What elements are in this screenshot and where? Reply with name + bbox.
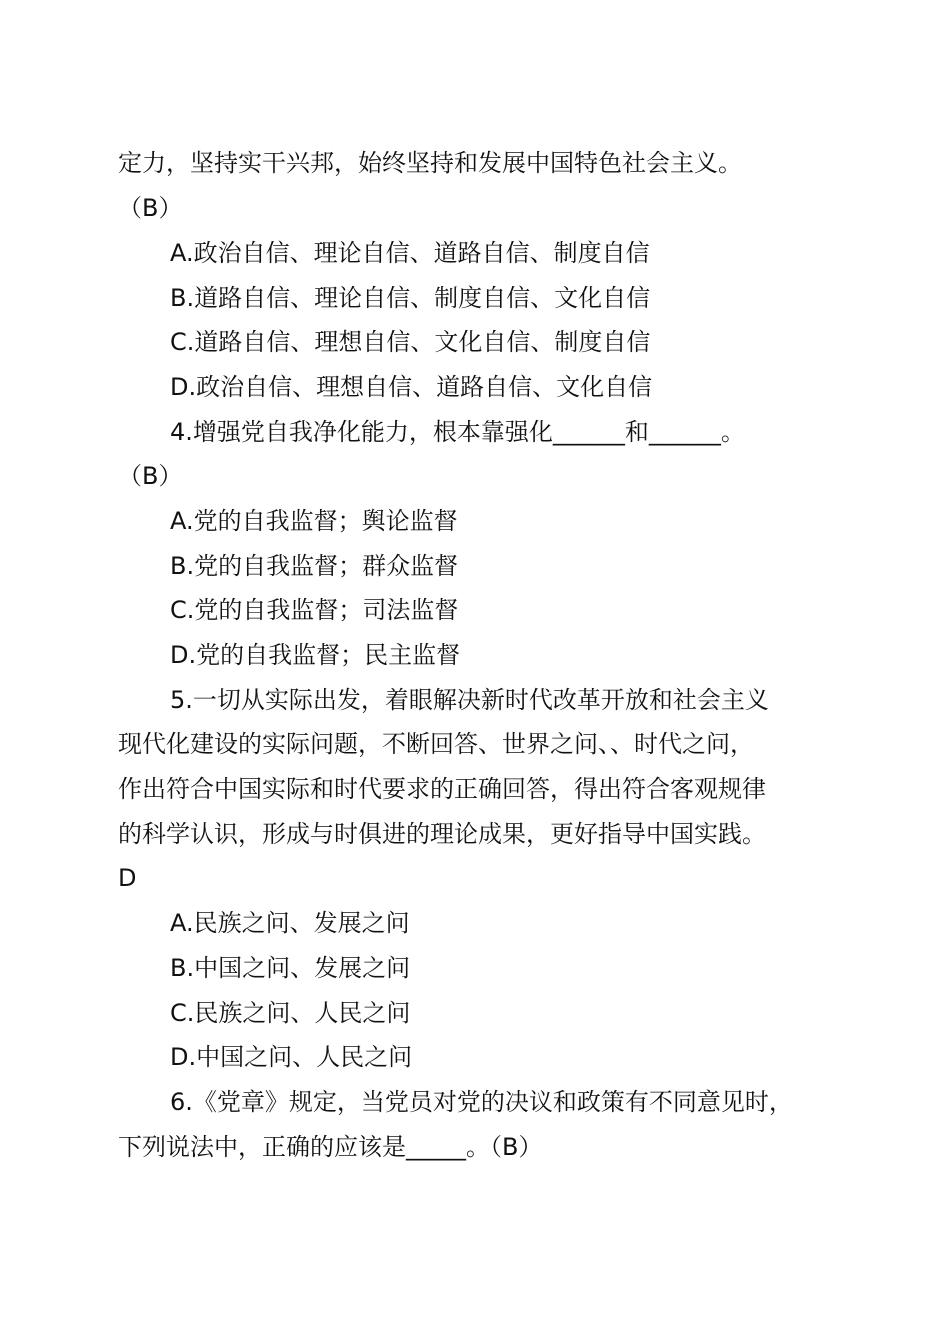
answer-line: （B） xyxy=(118,462,183,490)
question-5: 5.一切从实际出发，着眼解决新时代改革开放和社会主义 xyxy=(170,686,769,714)
option-a: A.政治自信、理论自信、道路自信、制度自信 xyxy=(170,239,650,267)
option-b: B.党的自我监督；群众监督 xyxy=(170,552,459,580)
text-line: 的科学认识，形成与时俱进的理论成果，更好指导中国实践。 xyxy=(118,820,766,848)
text-line: 作出符合中国实际和时代要求的正确回答，得出符合客观规律 xyxy=(118,775,766,803)
option-c: C.道路自信、理想自信、文化自信、制度自信 xyxy=(170,328,651,356)
option-d: D.政治自信、理想自信、道路自信、文化自信 xyxy=(170,373,653,401)
text-line: 定力，坚持实干兴邦，始终坚持和发展中国特色社会主义。 xyxy=(118,149,742,177)
answer-line: （B） xyxy=(118,194,183,222)
option-d: D.中国之问、人民之问 xyxy=(170,1043,413,1071)
option-a: A.民族之问、发展之问 xyxy=(170,909,410,937)
text-line: 下列说法中，正确的应该是_____。（B） xyxy=(118,1133,543,1161)
answer-line: D xyxy=(118,864,137,892)
option-c: C.民族之问、人民之问 xyxy=(170,999,411,1027)
option-b: B.道路自信、理论自信、制度自信、文化自信 xyxy=(170,284,651,312)
option-a: A.党的自我监督；舆论监督 xyxy=(170,507,458,535)
option-c: C.党的自我监督；司法监督 xyxy=(170,596,459,624)
question-4: 4.增强党自我净化能力，根本靠强化______和______。 xyxy=(170,418,745,446)
option-d: D.党的自我监督；民主监督 xyxy=(170,641,461,669)
option-b: B.中国之问、发展之问 xyxy=(170,954,411,982)
text-line: 现代化建设的实际问题，不断回答、世界之问、、时代之问， xyxy=(118,730,754,758)
question-6: 6.《党章》规定，当党员对党的决议和政策有不同意见时， xyxy=(170,1088,793,1116)
